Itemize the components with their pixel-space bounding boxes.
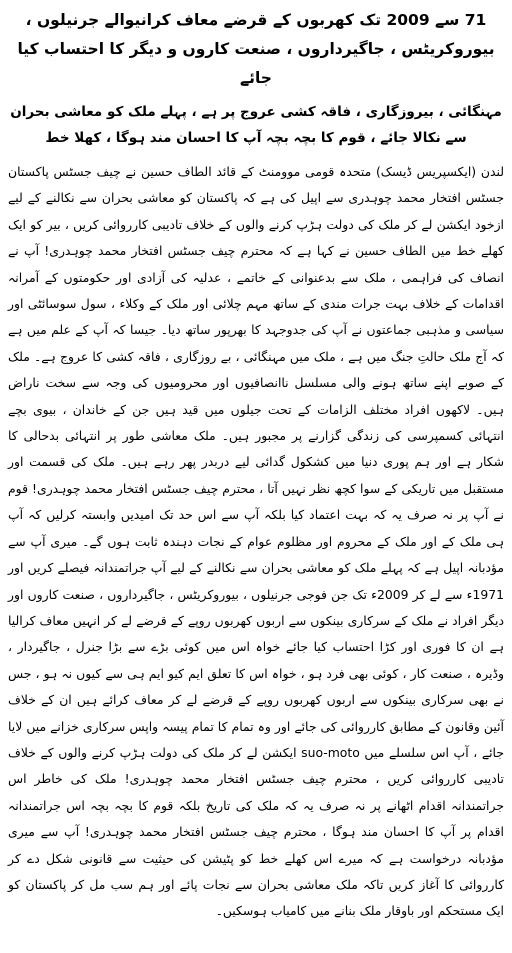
article-subheadline: مہنگائی ، بیروزگاری ، فاقہ کشی عروج پر ہے ، پہلے ملک کو معاشی بحران سے نکالا جائے ، قوم کا بچہ بچہ آپ کا احسان مند ہوگا ، کھلا خط	[10, 104, 502, 146]
article-headline: 71 سے 2009 تک کھربوں کے قرضے معاف کرانیوالے جرنیلوں ، بیوروکریٹس ، جاگیرداروں ، صنعت کاروں و دیگر کا احتساب کیا جائے	[17, 11, 495, 87]
article-body: لندن (ایکسپریس ڈیسک) متحدہ قومی موومنٹ کے قائد الطاف حسین نے چیف جسٹس پاکستان جسٹس افتخار محمد چوہدری سے اپیل کی ہے کہ پاکستان کو معاشی بحران سے نکالنے کے لیے ازخود ایکشن لے کر ملک کی دولت ہڑپ کرنے والوں کے خلاف تادیبی کارروائی کریں ، بیر کو ایک کھلے خط میں الطاف حسین نے کہا ہے کہ محترم چیف جسٹس افتخار محمد چوہدری! آپ نے انصاف کی فراہمی ، ملک سے بدعنوانی کے خاتمے ، عدلیہ کی آزادی اور حکومتوں کے آمرانہ اقدامات کے خلاف بہت جرات مندی کے ساتھ مہم چلائی اور ملک کے وکلاء ، سول سوسائٹی اور سیاسی و مذہبی جماعتوں نے آپ کی جدوجہد کا بھرپور ساتھ دیا۔ جیسا کہ آپ کے علم میں ہے کہ آج ملک حالتِ جنگ میں ہے ، ملک میں مہنگائی ، بے روزگاری ، فاقہ کشی کا عروج ہے۔ ملک کے صوبے اپنے ساتھ ہونے والی مسلسل ناانصافیوں اور محرومیوں کی وجہ سے سخت ناراض ہیں۔ لاکھوں افراد مختلف الزامات کے تحت جیلوں میں قید ہیں جن کے خاندان ، بیوی بچے انتہائی کسمپرسی کی زندگی گزارنے پر مجبور ہیں۔ ملک معاشی طور پر انتہائی بدحالی کا شکار ہے اور ہم پوری دنیا میں کشکول گدائی لیے دربدر پھر رہے ہیں۔ ملک کی قسمت اور مستقبل میں تاریکی کے سوا کچھ نظر نہیں آتا ، محترم چیف جسٹس افتخار محمد چوہدری! قوم نے آپ پر نہ صرف یہ کہ بہت اعتماد کیا بلکہ آپ سے اس حد تک امیدیں وابستہ کرلیں کہ آپ ہی ملک کے اور ملک کے محروم اور مظلوم عوام کے نجات دہندہ ثابت ہوں گے۔ میری آپ سے مؤدبانہ اپیل ہے کہ پہلے ملک کو معاشی بحران سے نکالنے کے لیے آپ جراتمندانہ فیصلے کریں اور 1971ء سے لے کر 2009ء تک جن فوجی جرنیلوں ، بیوروکریٹس ، جاگیرداروں ، صنعت کاروں اور دیگر افراد نے ملک کے سرکاری بینکوں سے اربوں کھربوں روپے کے قرضے لے کر انہیں معاف کرالیا ہے ان کا فوری اور کڑا احتساب کیا جائے خواہ اس میں کوئی بڑے سے بڑا جنرل ، جاگیردار ، وڈیرہ ، صنعت کار ، کوئی بھی فرد ہو ، خواہ اس کا تعلق ایم کیو ایم ہی سے کیوں نہ ہو ، جس نے بھی سرکاری بینکوں سے اربوں کھربوں روپے کے قرضے لے کر معاف کرائے ہیں ان کے خلاف آئین وقانون کے مطابق کارروائی کی جائے اور وہ تمام کا تمام پیسہ واپس سرکاری خزانے میں لایا جائے ، آپ اس سلسلے میں suo-moto ایکشن لے کر ملک کی دولت ہڑپ کرنے والوں کے خلاف تادیبی کارروائی کریں ، محترم چیف جسٹس افتخار محمد چوہدری! ملک کی خاطر اس جراتمندانہ اقدام اٹھانے پر نہ صرف یہ کہ ملک کی تاریخ بلکہ قوم کا بچہ بچہ اس جراتمندانہ اقدام پر آپ کا احسان مند ہوگا ، محترم چیف جسٹس افتخار محمد چوہدری! آپ سے میری مؤدبانہ درخواست ہے کہ میرے اس کھلے خط کو پٹیشن کی حیثیت سے قانونی شکل دے کر کارروائی کا آغاز کریں تاکہ ملک معاشی بحران سے نجات پائے اور ہم سب مل کر پاکستان کو ایک مستحکم اور باوقار ملک بنانے میں کامیاب ہوسکیں۔	[8, 164, 504, 919]
